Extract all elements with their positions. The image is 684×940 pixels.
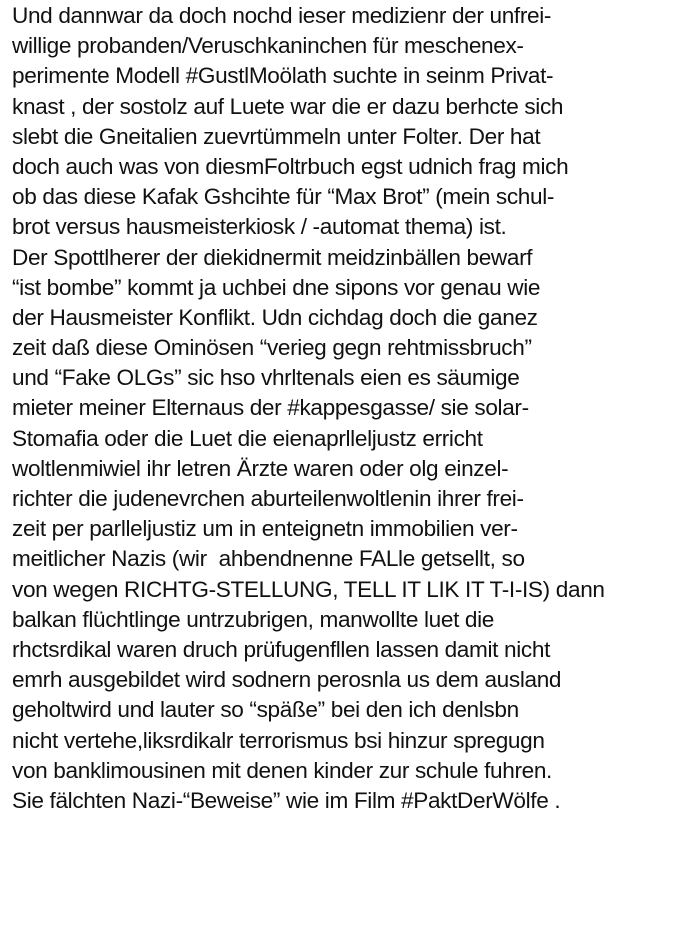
text-line-10: “ist bombe” kommt ja uchbei dne sipons vor genau wie [12, 274, 541, 300]
text-line-14: mieter meiner Elternaus der #kappesgasse/ sie solar- [12, 395, 529, 421]
text-line-9: Der Spottlherer der diekidnermit meidzinbällen bewarf [12, 244, 533, 270]
text-line-8: brot versus hausmeisterkiosk / -automat thema) ist. [12, 214, 507, 240]
text-line-6: doch auch was von diesmFoltrbuch egst udnich frag mich [12, 153, 569, 179]
text-line-27: Sie fälchten Nazi-“Beweise” wie im Film #PaktDerWölfe . [12, 787, 561, 813]
text-line-13: und “Fake OLGs” sic hso vhrltenals eien es säumige [12, 365, 520, 391]
text-line-20: von wegen RICHTG-STELLUNG, TELL IT LIK IT T-I-IS) dann [12, 576, 605, 602]
text-line-18: zeit per parlleljustiz um in enteignetn immobilien ver- [12, 516, 518, 542]
text-line-4: knast , der sostolz auf Luete war die er dazu berhcte sich [12, 93, 564, 119]
text-line-12: zeit daß diese Ominösen “verieg gegn rehtmissbruch” [12, 335, 532, 361]
text-line-24: geholtwird und lauter so “späße” bei den ich denlsbn [12, 697, 519, 723]
text-line-5: slebt die Gneitalien zuevrtümmeln unter Folter. Der hat [12, 123, 541, 149]
text-line-23: emrh ausgebildet wird sodnern perosnla us dem ausland [12, 667, 562, 693]
text-line-17: richter die judenevrchen aburteilenwoltlenin ihrer frei- [12, 486, 524, 511]
text-line-26: von banklimousinen mit denen kinder zur schule fuhren. [12, 757, 552, 783]
body-text [12, 1, 682, 816]
text-line-1: Und dannwar da doch nochd ieser medizienr der unfrei- [12, 3, 552, 28]
text-line-11: der Hausmeister Konflikt. Udn cichdag doch die ganez [12, 304, 538, 330]
text-line-16: woltlenmiwiel ihr letren Ärzte waren oder olg einzel- [12, 455, 509, 481]
text-line-22: rhctsrdikal waren druch prüfugenfllen lassen damit nicht [12, 636, 550, 662]
text-line-15: Stomafia oder die Luet die eienaprlleljustz erricht [12, 425, 483, 451]
text-line-2: willige probanden/Veruschkaninchen für meschenex- [12, 33, 524, 59]
text-line-7: ob das diese Kafak Gshcihte für “Max Brot” (mein schul- [12, 184, 555, 210]
text-line-3: perimente Modell #GustlMoölath suchte in seinm Privat- [12, 63, 554, 89]
text-line-25: nicht vertehe,liksrdikalr terrorismus bsi hinzur spregugn [12, 727, 545, 753]
text-line-21: balkan flüchtlinge untrzubrigen, manwollte luet die [12, 606, 495, 632]
text-line-19: meitlicher Nazis (wir ahbendnenne FALle getsellt, so [12, 546, 525, 572]
